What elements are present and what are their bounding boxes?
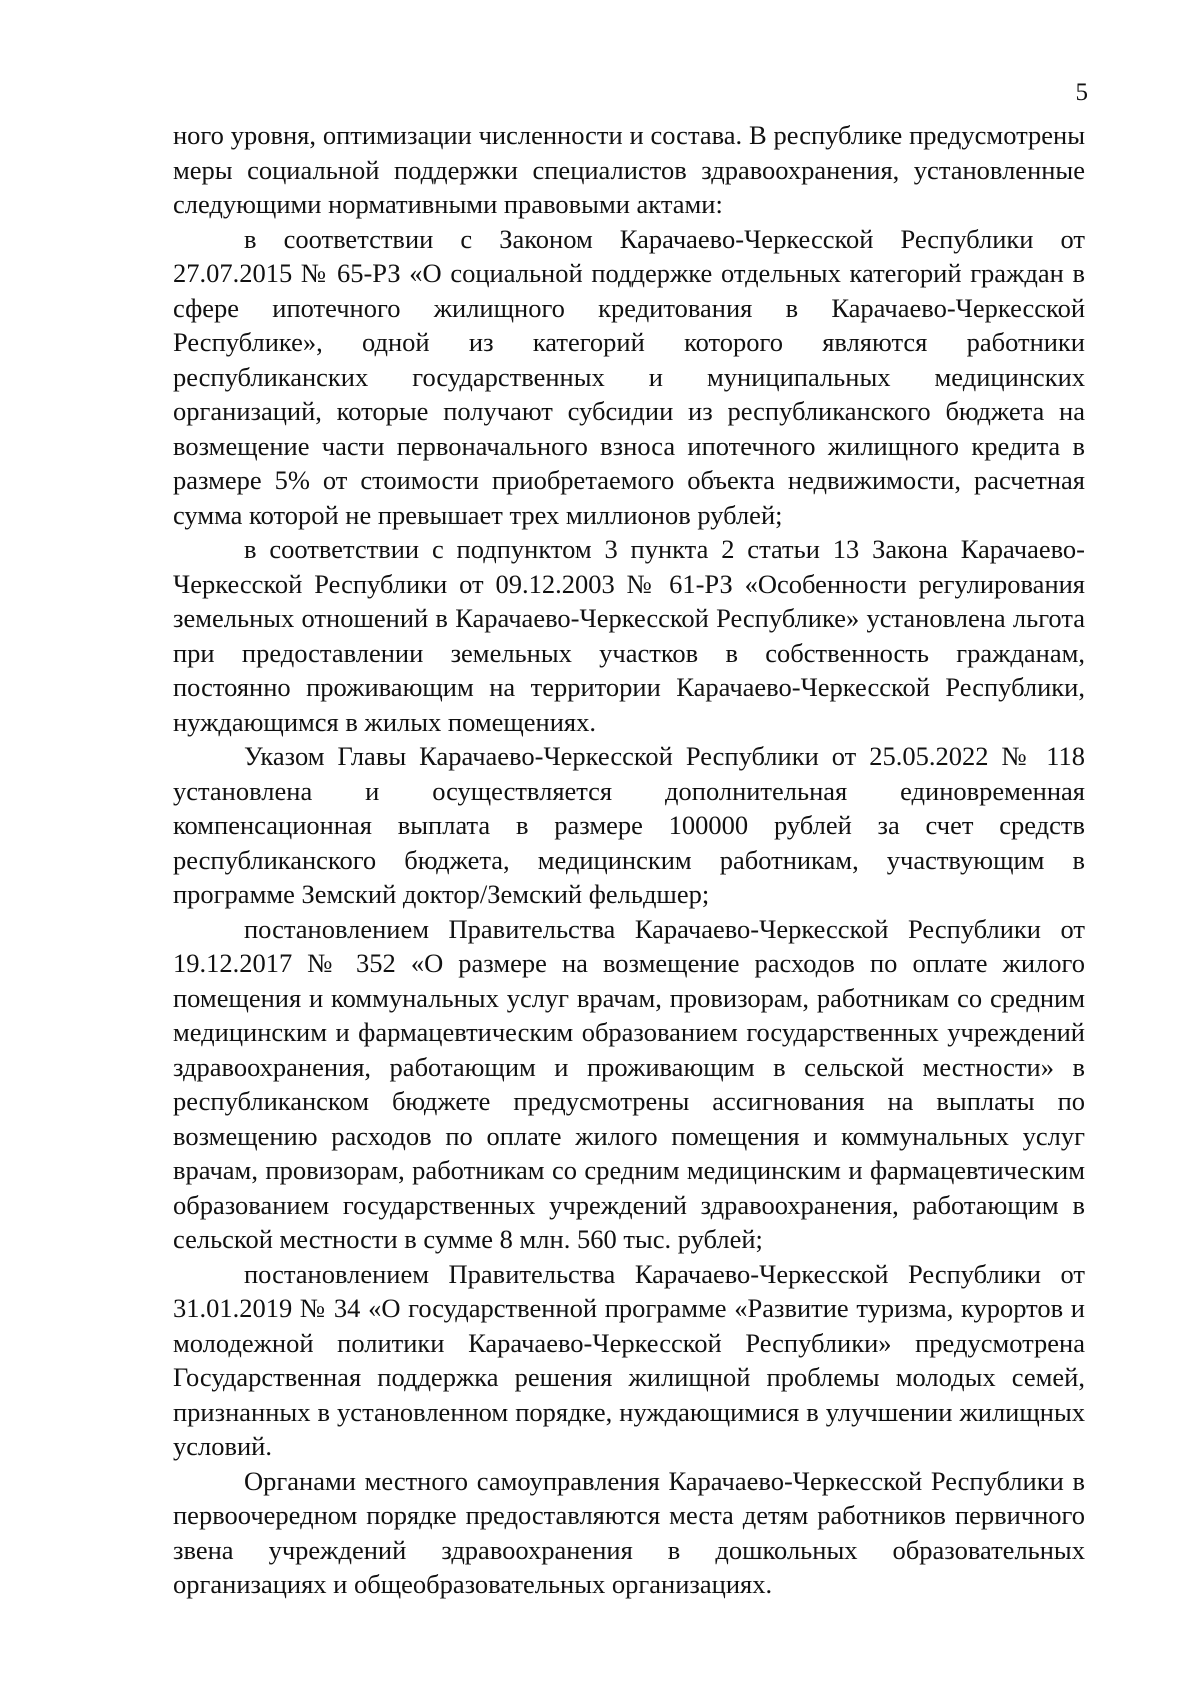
paragraph-preschool-places: Органами местного самоуправления Карачаево-Черкесской Республики в первоочередном порядке предоставляются места детям работников первичного звена учреждений здравоохранения в дошкольных образовательных организациях и общеобразовательных организациях. (173, 1465, 1085, 1599)
document-body (173, 118, 1085, 1602)
paragraph-mortgage-law: в соответствии с Законом Карачаево-Черкесской Республики от 27.07.2015 № 65-РЗ «О социальной поддержке отдельных категорий граждан в сфере ипотечного жилищного кредитования в Карачаево-Черкесской Республике», одной из категорий которого являются работники республиканских государственных и муниципальных медицинских организаций, которые получают субсидии из республиканского бюджета на возмещение части первоначального взноса ипотечного жилищного кредита в размере 5% от стоимости приобретаемого объекта недвижимости, расчетная сумма которой не превышает трех миллионов рублей; (173, 223, 1085, 530)
paragraph-housing-reimbursement: постановлением Правительства Карачаево-Черкесской Республики от 19.12.2017 № 352 «О размере на возмещение расходов по оплате жилого помещения и коммунальных услуг врачам, провизорам, работникам со средним медицинским и фармацевтическим образованием государственных учреждений здравоохранения, работающим и проживающим в сельской местности» в республиканском бюджете предусмотрены ассигнования на выплаты по возмещению расходов по оплате жилого помещения и коммунальных услуг врачам, провизорам, работникам со средним медицинским и фармацевтическим образованием государственных учреждений здравоохранения, работающим в сельской местности в сумме 8 млн. 560 тыс. рублей; (173, 913, 1085, 1254)
page-number: 5 (1075, 79, 1088, 106)
paragraph-land-law: в соответствии с подпунктом 3 пункта 2 статьи 13 Закона Карачаево-Черкесской Республики от 09.12.2003 № 61-РЗ «Особенности регулирования земельных отношений в Карачаево-Черкесской Республике» установлена льгота при предоставлении земельных участков в собственность гражданам, постоянно проживающим на территории Карачаево-Черкесской Республики, нуждающимся в жилых помещениях. (173, 534, 1085, 737)
paragraph-state-program: постановлением Правительства Карачаево-Черкесской Республики от 31.01.2019 № 34 «О государственной программе «Развитие туризма, курортов и молодежной политики Карачаево-Черкесской Республики» предусмотрена Государственная поддержка решения жилищной проблемы молодых семей, признанных в установленном порядке, нуждающимися в улучшении жилищных условий. (173, 1258, 1085, 1461)
paragraph-decree-compensation: Указом Главы Карачаево-Черкесской Республики от 25.05.2022 № 118 установлена и осуществляется дополнительная единовременная компенсационная выплата в размере 100000 рублей за счет средств республиканского бюджета, медицинским работникам, участвующим в программе Земский доктор/Земский фельдшер; (173, 741, 1085, 909)
paragraph-intro: ного уровня, оптимизации численности и состава. В республике предусмотрены меры социальной поддержки специалистов здравоохранения, установленные следующими нормативными правовыми актами: (173, 120, 1085, 219)
